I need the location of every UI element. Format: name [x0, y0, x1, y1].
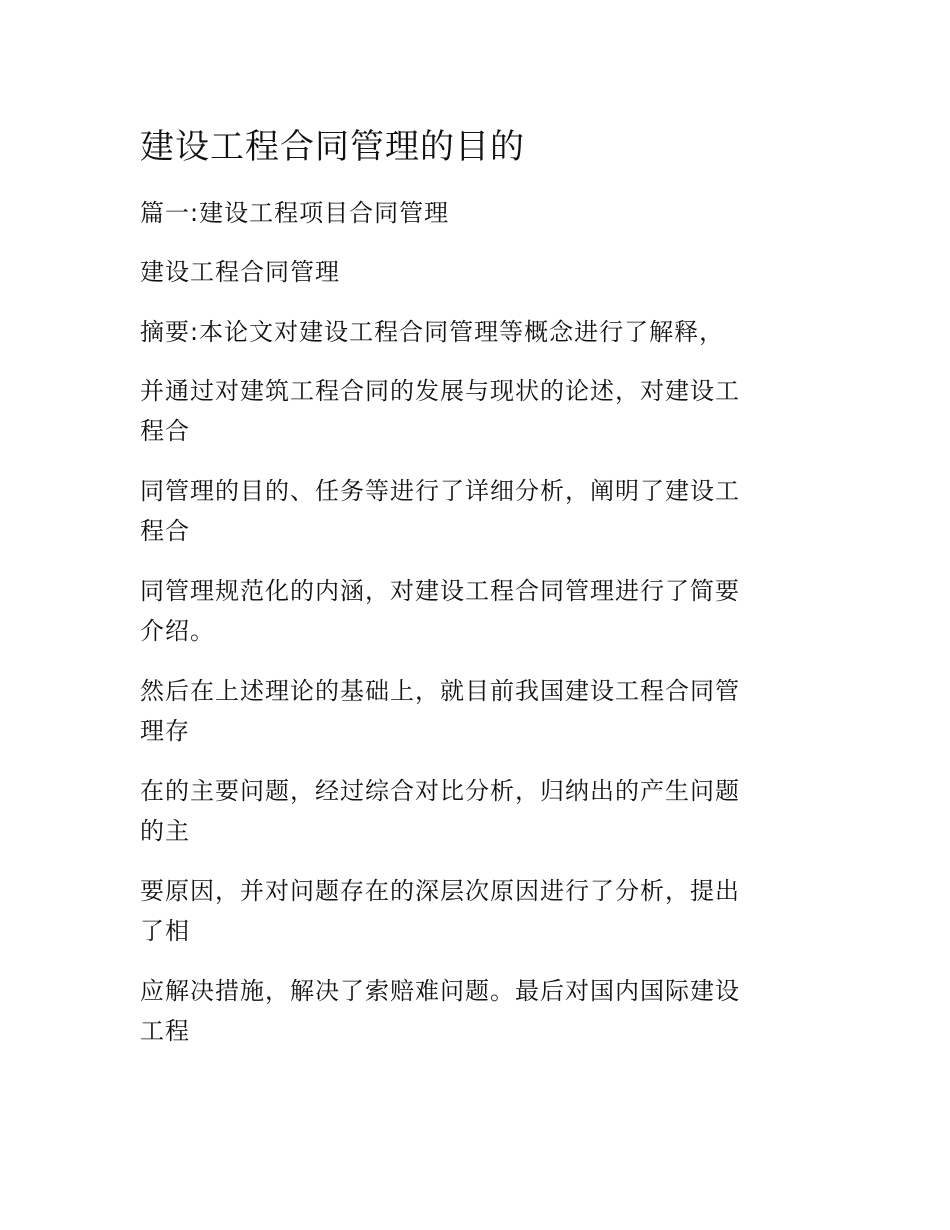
paragraph-section-heading	[140, 193, 800, 233]
paragraph-line: 了相	[140, 917, 190, 945]
document-title: 建设工程合同管理的目的	[140, 127, 525, 167]
paragraph-body	[140, 771, 800, 851]
paragraph-line: 应解决措施，解决了索赔难问题。最后对国内国际建设	[140, 977, 740, 1005]
paragraph-line: 同管理规范化的内涵，对建设工程合同管理进行了简要	[140, 577, 740, 605]
paragraph-line: 同管理的目的、任务等进行了详细分析，阐明了建设工	[140, 477, 740, 505]
paragraph-line: 程合	[140, 417, 190, 445]
paragraph-line: 篇一:建设工程项目合同管理	[140, 199, 450, 227]
paragraph-line: 在的主要问题，经过综合对比分析，归纳出的产生问题	[140, 777, 740, 805]
paragraph-body	[140, 971, 800, 1051]
paragraph-line: 建设工程合同管理	[140, 258, 340, 286]
paragraph-line: 理存	[140, 717, 190, 745]
paragraph-body	[140, 671, 800, 751]
paragraph-abstract	[140, 312, 800, 352]
paragraph-body	[140, 871, 800, 951]
paragraph-subtitle	[140, 252, 800, 292]
paragraph-line: 摘要:本论文对建设工程合同管理等概念进行了解释，	[140, 318, 725, 346]
paragraph-line: 程合	[140, 517, 190, 545]
paragraph-line: 工程	[140, 1017, 190, 1045]
paragraph-line: 的主	[140, 817, 190, 845]
paragraph-line: 要原因，并对问题存在的深层次原因进行了分析，提出	[140, 877, 740, 905]
paragraph-body	[140, 571, 800, 651]
paragraph-body	[140, 371, 800, 451]
paragraph-line: 并通过对建筑工程合同的发展与现状的论述，对建设工	[140, 377, 740, 405]
paragraph-line: 然后在上述理论的基础上，就目前我国建设工程合同管	[140, 677, 740, 705]
paragraph-body	[140, 471, 800, 551]
paragraph-line: 介绍。	[140, 617, 215, 645]
